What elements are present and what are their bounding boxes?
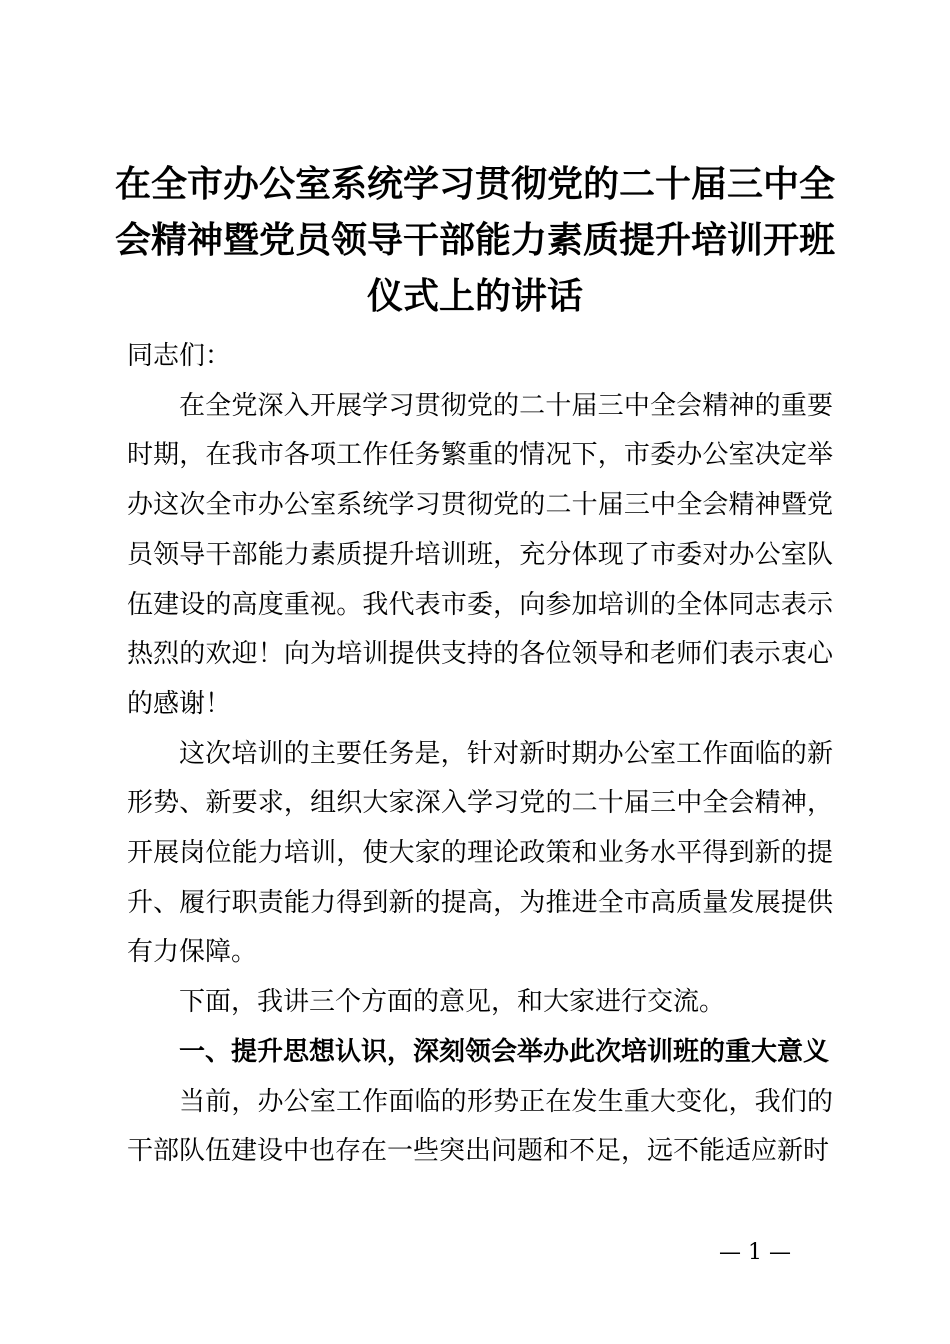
page-number: — 1 — bbox=[719, 1240, 791, 1265]
section-heading: 一、提升思想认识，深刻领会举办此次培训班的重大意义 bbox=[179, 1036, 830, 1067]
paragraph-section-one: 当前，办公室工作面临的形势正在发生重大变化，我们的干部队伍建设中也存在一些突出问题和不足，远不能适应新时 bbox=[127, 1086, 833, 1167]
document-title: 在全市办公室系统学习贯彻党的二十届三中全会精神暨党员领导干部能力素质提升培训开班仪式上的讲话 bbox=[114, 164, 835, 317]
paragraph-training-task: 这次培训的主要任务是，针对新时期办公室工作面临的新形势、新要求，组织大家深入学习党的二十届三中全会精神，开展岗位能力培训，使大家的理论政策和业务水平得到新的提升、履行职责能力得到新的提高，为推进全市高质量发展提供有力保障。 bbox=[127, 738, 833, 968]
salutation: 同志们： bbox=[127, 341, 232, 371]
paragraph-transition: 下面，我讲三个方面的意见，和大家进行交流。 bbox=[179, 987, 726, 1018]
document-body bbox=[127, 332, 833, 1177]
paragraph-opening: 在全党深入开展学习贯彻党的二十届三中全会精神的重要时期，在我市各项工作任务繁重的情况下，市委办公室决定举办这次全市办公室系统学习贯彻党的二十届三中全会精神暨党员领导干部能力素质提升培训班，充分体现了市委对办公室队伍建设的高度重视。我代表市委，向参加培训的全体同志表示热烈的欢迎！向为培训提供支持的各位领导和老师们表示衷心的感谢！ bbox=[127, 390, 833, 719]
